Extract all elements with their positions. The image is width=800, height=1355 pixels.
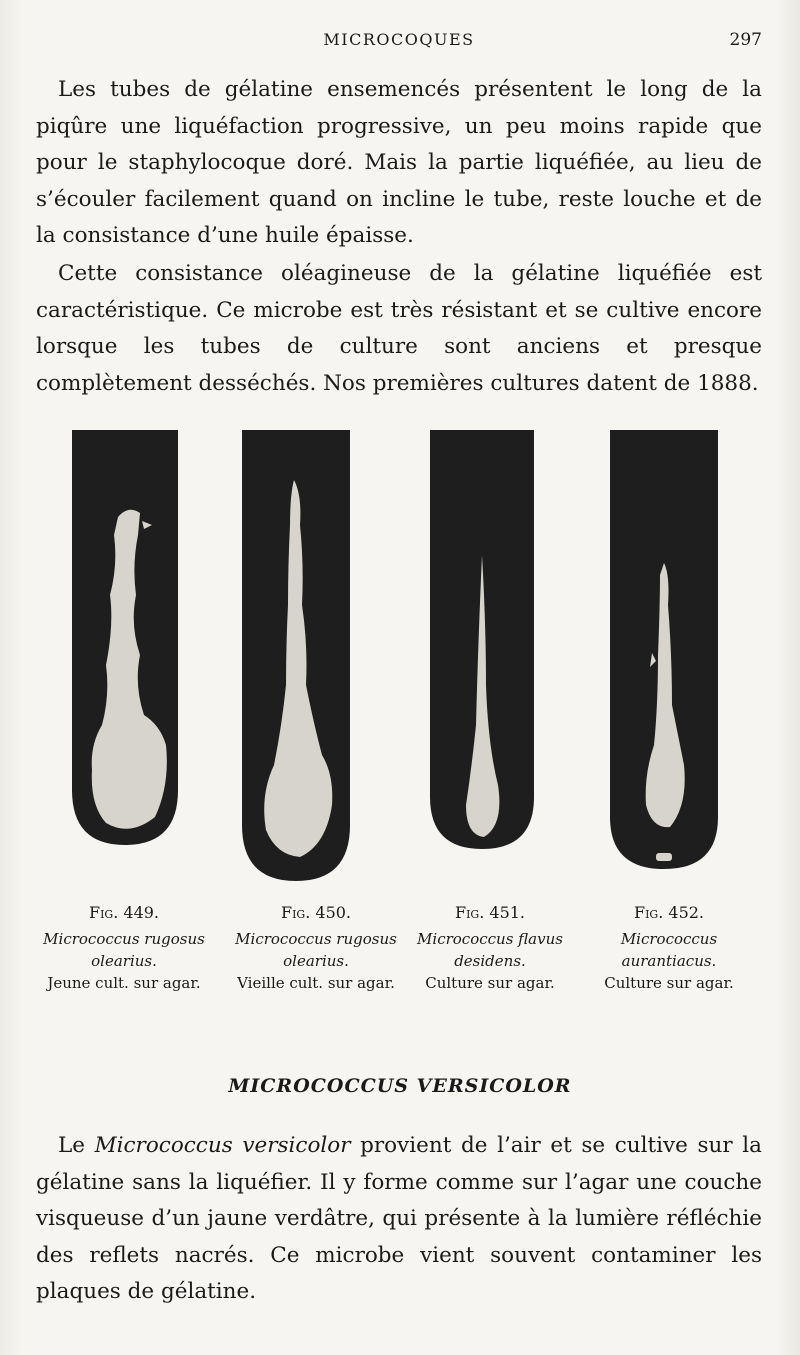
species-name: Micrococcus rugosus olearius. <box>43 930 205 970</box>
species-name: Micrococcus aurantiacus. <box>620 930 718 970</box>
figure-number: Fig. 449. <box>88 903 160 922</box>
paragraph-oleaginous-consistency: Cette consistance oléagineuse de la gélatine liquéfiée est caractéristique. Ce microbe est très résistant et se cultive encore lorsque les tubes de culture sont anciens et presque complètement desséchés. Nos premières cultures datent de 1888. <box>36 261 762 396</box>
section-heading: MICROCOCCUS VERSICOLOR <box>228 1075 572 1097</box>
species-name-inline: Micrococcus versicolor <box>94 1133 351 1158</box>
paragraph-text-start: Le <box>58 1133 95 1158</box>
culture-tube-fig-452 <box>608 425 720 873</box>
running-header <box>36 30 762 56</box>
culture-description: Vieille cult. sur agar. <box>237 974 395 992</box>
figure-number: Fig. 452. <box>633 903 705 922</box>
header-title: MICROCOQUES <box>323 30 475 49</box>
figure-plate <box>0 425 800 895</box>
culture-tube-fig-451 <box>428 425 536 853</box>
paragraph-text-rest: provient de l’air et se cultive sur la gélatine sans la liquéfier. Il y forme comme sur l’agar une couche visqueuse d’un jaune verdâtre, qui présente à la lumière réfléchie des reflets nacrés. Ce microbe vient souvent contaminer les plaques de gélatine. <box>36 1133 762 1304</box>
species-name: Micrococcus rugosus olearius. <box>235 930 397 970</box>
figure-number: Fig. 450. <box>280 903 352 922</box>
paragraph-versicolor <box>36 1128 762 1311</box>
culture-tube-fig-449 <box>70 425 180 850</box>
culture-description: Jeune cult. sur agar. <box>47 974 201 992</box>
caption-fig-449 <box>30 902 218 994</box>
culture-tube-fig-450 <box>240 425 352 885</box>
page-number: 297 <box>729 30 762 50</box>
paragraph-gelatine-tubes: Les tubes de gélatine ensemencés présentent le long de la piqûre une liquéfaction progressive, un peu moins rapide que pour le staphylocoque doré. Mais la partie liquéfiée, au lieu de s’écouler facilement quand on incline le tube, reste louche et de la consistance d’une huile épaisse. <box>36 77 762 248</box>
species-name: Micrococcus flavus desidens. <box>417 930 563 970</box>
culture-description: Culture sur agar. <box>425 974 555 992</box>
culture-description: Culture sur agar. <box>604 974 734 992</box>
caption-fig-450 <box>222 902 410 994</box>
figure-captions <box>0 902 800 1022</box>
caption-fig-451 <box>405 902 575 994</box>
figure-number: Fig. 451. <box>454 903 526 922</box>
caption-fig-452 <box>585 902 753 994</box>
